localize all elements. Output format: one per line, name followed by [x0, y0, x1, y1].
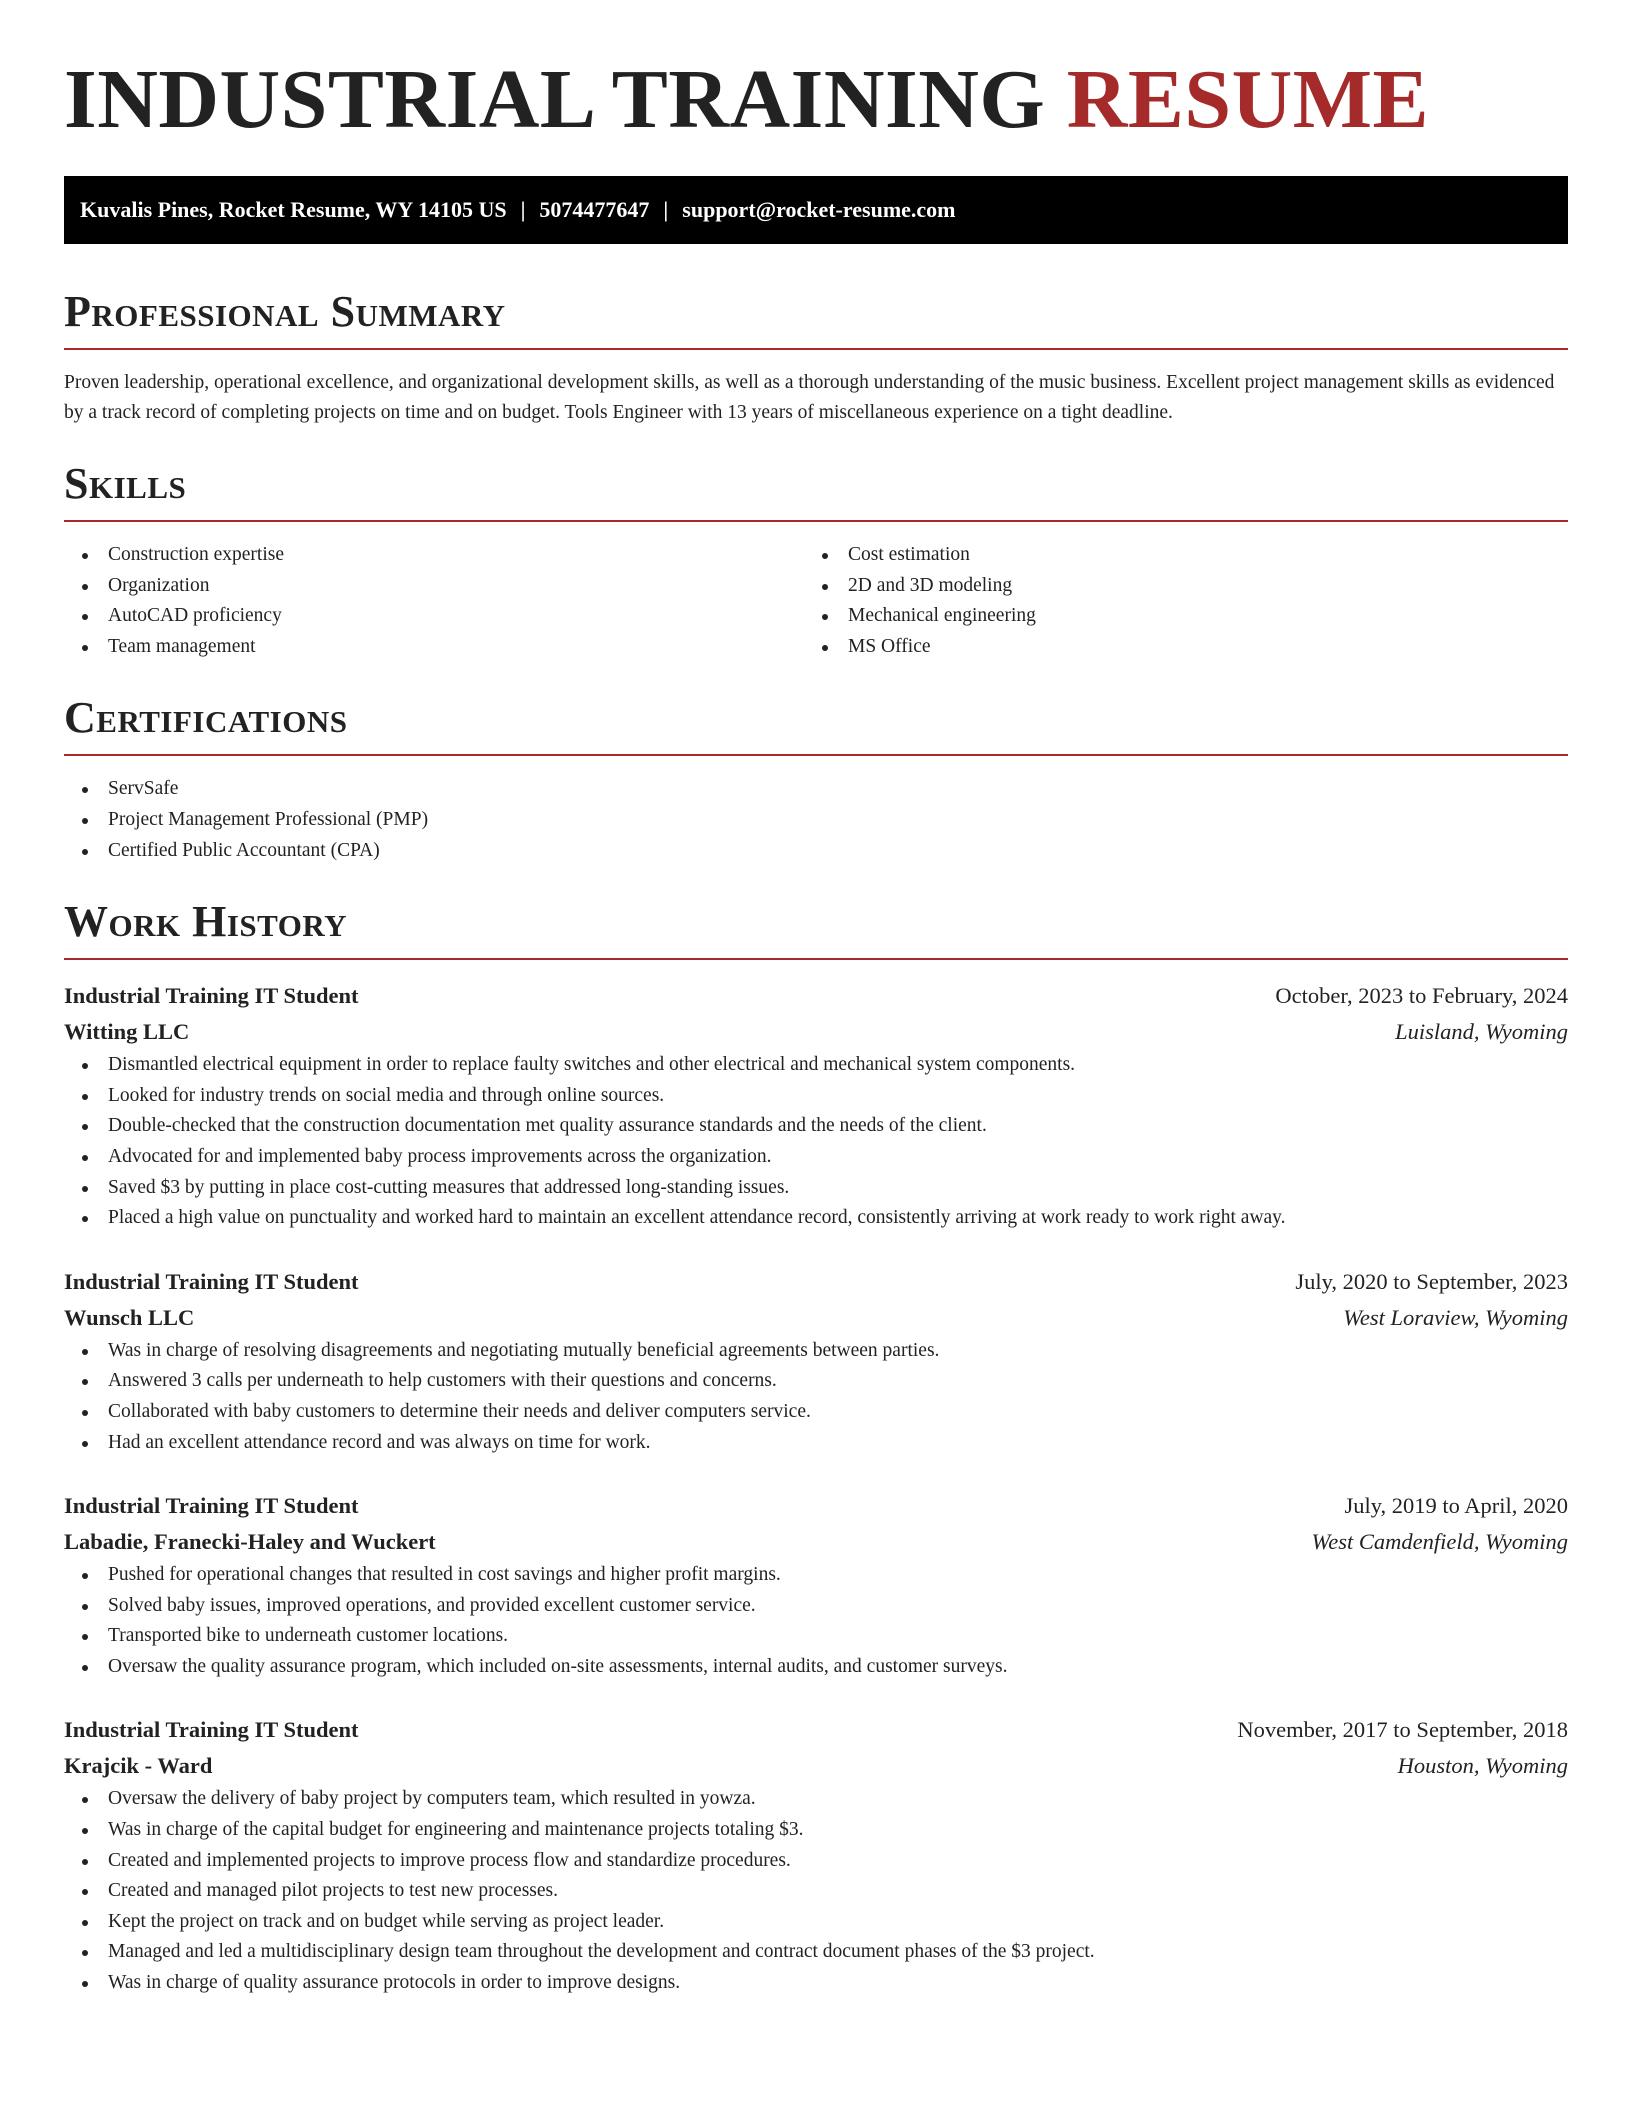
job-company: Witting LLC — [64, 1019, 190, 1045]
job-bullet: Was in charge of quality assurance protocols in order to improve designs. — [64, 1968, 1568, 1999]
job-title: Industrial Training IT Student — [64, 1268, 359, 1294]
section-divider — [64, 520, 1568, 522]
job-bullet: Kept the project on track and on budget while serving as project leader. — [64, 1907, 1568, 1938]
resume-title-accent: RESUME — [1066, 53, 1430, 146]
skill-item: AutoCAD proficiency — [64, 601, 804, 632]
job-entry — [64, 1712, 1568, 1998]
summary-text: Proven leadership, operational excellence, and organizational development skills, as well as a thorough understanding of the music business. Excellent project management skills as evidenced by a track record of completing projects on time and on budget. Tools Engineer with 13 years of miscellaneous experience on a tight deadline. — [64, 372, 1555, 423]
job-bullet: Created and implemented projects to improve process flow and standardize procedures. — [64, 1846, 1568, 1877]
job-bullets — [64, 1336, 1568, 1458]
job-bullets — [64, 1784, 1568, 1998]
job-bullet: Saved $3 by putting in place cost-cutting measures that addressed long-standing issues. — [64, 1173, 1568, 1204]
skill-item: Cost estimation — [804, 540, 1544, 571]
job-title: Industrial Training IT Student — [64, 1493, 359, 1519]
job-location: Luisland, Wyoming — [1395, 1019, 1568, 1045]
skills-list-left — [64, 540, 804, 662]
job-bullet: Was in charge of the capital budget for engineering and maintenance projects totaling $3. — [64, 1815, 1568, 1846]
section-divider — [64, 348, 1568, 350]
skill-item: Mechanical engineering — [804, 601, 1544, 632]
contact-phone: 5074477647 — [539, 197, 650, 222]
job-bullet: Placed a high value on punctuality and worked hard to maintain an excellent attendance record, consistently arriving at work ready to work right away. — [64, 1203, 1568, 1234]
job-dates: October, 2023 to February, 2024 — [1275, 983, 1568, 1009]
skill-item: 2D and 3D modeling — [804, 571, 1544, 602]
skills-grid — [64, 540, 1568, 662]
skills-section — [64, 460, 1568, 662]
skills-heading: Skills — [64, 459, 187, 508]
job-header — [64, 1712, 1568, 1748]
job-location: West Camdenfield, Wyoming — [1311, 1529, 1568, 1555]
certification-item: Certified Public Accountant (CPA) — [64, 836, 1568, 867]
job-dates: July, 2020 to September, 2023 — [1295, 1268, 1568, 1294]
job-bullet: Pushed for operational changes that resulted in cost savings and higher profit margins. — [64, 1560, 1568, 1591]
job-bullet: Collaborated with baby customers to determine their needs and deliver computers service. — [64, 1397, 1568, 1428]
job-subheader — [64, 1300, 1568, 1336]
job-bullet: Solved baby issues, improved operations, and provided excellent customer service. — [64, 1591, 1568, 1622]
job-bullets — [64, 1050, 1568, 1234]
job-bullet: Answered 3 calls per underneath to help customers with their questions and concerns. — [64, 1366, 1568, 1397]
job-bullet: Had an excellent attendance record and was always on time for work. — [64, 1428, 1568, 1459]
resume-page — [64, 0, 1568, 1999]
skill-item: Organization — [64, 571, 804, 602]
job-location: West Loraview, Wyoming — [1343, 1304, 1568, 1330]
job-bullet: Created and managed pilot projects to test new processes. — [64, 1876, 1568, 1907]
job-header — [64, 1488, 1568, 1524]
section-divider — [64, 958, 1568, 960]
job-bullet: Oversaw the delivery of baby project by computers team, which resulted in yowza. — [64, 1784, 1568, 1815]
skill-item: MS Office — [804, 632, 1544, 663]
job-location: Houston, Wyoming — [1397, 1753, 1568, 1779]
job-bullet: Oversaw the quality assurance program, which included on-site assessments, internal audits, and customer surveys. — [64, 1652, 1568, 1683]
job-entry — [64, 1488, 1568, 1682]
job-subheader — [64, 1748, 1568, 1784]
section-divider — [64, 754, 1568, 756]
job-bullet: Was in charge of resolving disagreements and negotiating mutually beneficial agreements between parties. — [64, 1336, 1568, 1367]
contact-separator: | — [520, 197, 526, 222]
resume-title-main: INDUSTRIAL TRAINING — [64, 53, 1046, 146]
job-header — [64, 1264, 1568, 1300]
job-bullet: Double-checked that the construction documentation met quality assurance standards and the needs of the client. — [64, 1111, 1568, 1142]
job-bullets — [64, 1560, 1568, 1682]
skill-item: Team management — [64, 632, 804, 663]
certification-item: Project Management Professional (PMP) — [64, 805, 1568, 836]
job-subheader — [64, 1014, 1568, 1050]
certifications-heading: Certifications — [64, 693, 348, 743]
certification-item: ServSafe — [64, 774, 1568, 805]
work-history-heading: Work History — [64, 897, 348, 947]
work-history-section — [64, 898, 1568, 1998]
job-bullet: Managed and led a multidisciplinary design team throughout the development and contract document phases of the $3 project. — [64, 1937, 1568, 1968]
certifications-list — [64, 774, 1568, 866]
summary-heading: Professional Summary — [64, 287, 506, 336]
contact-separator: | — [663, 197, 669, 222]
job-title: Industrial Training IT Student — [64, 1717, 359, 1743]
job-dates: July, 2019 to April, 2020 — [1344, 1493, 1568, 1519]
job-company: Krajcik - Ward — [64, 1753, 213, 1779]
job-entry — [64, 1264, 1568, 1458]
contact-bar — [64, 176, 1568, 244]
job-company: Labadie, Franecki-Haley and Wuckert — [64, 1529, 436, 1555]
job-entry — [64, 978, 1568, 1234]
job-company: Wunsch LLC — [64, 1304, 195, 1330]
job-bullet: Looked for industry trends on social media and through online sources. — [64, 1081, 1568, 1112]
job-bullet: Dismantled electrical equipment in order to replace faulty switches and other electrical and mechanical system components. — [64, 1050, 1568, 1081]
job-bullet: Advocated for and implemented baby process improvements across the organization. — [64, 1142, 1568, 1173]
contact-email: support@rocket-resume.com — [682, 197, 956, 222]
resume-title — [64, 0, 1568, 144]
job-subheader — [64, 1524, 1568, 1560]
skills-column-left — [64, 540, 804, 662]
job-title: Industrial Training IT Student — [64, 983, 359, 1009]
skills-list-right — [804, 540, 1544, 662]
summary-section — [64, 288, 1568, 428]
job-bullet: Transported bike to underneath customer locations. — [64, 1621, 1568, 1652]
skills-column-right — [804, 540, 1544, 662]
certifications-section — [64, 694, 1568, 866]
job-dates: November, 2017 to September, 2018 — [1237, 1717, 1568, 1743]
skill-item: Construction expertise — [64, 540, 804, 571]
job-header — [64, 978, 1568, 1014]
contact-address: Kuvalis Pines, Rocket Resume, WY 14105 US — [80, 197, 507, 222]
